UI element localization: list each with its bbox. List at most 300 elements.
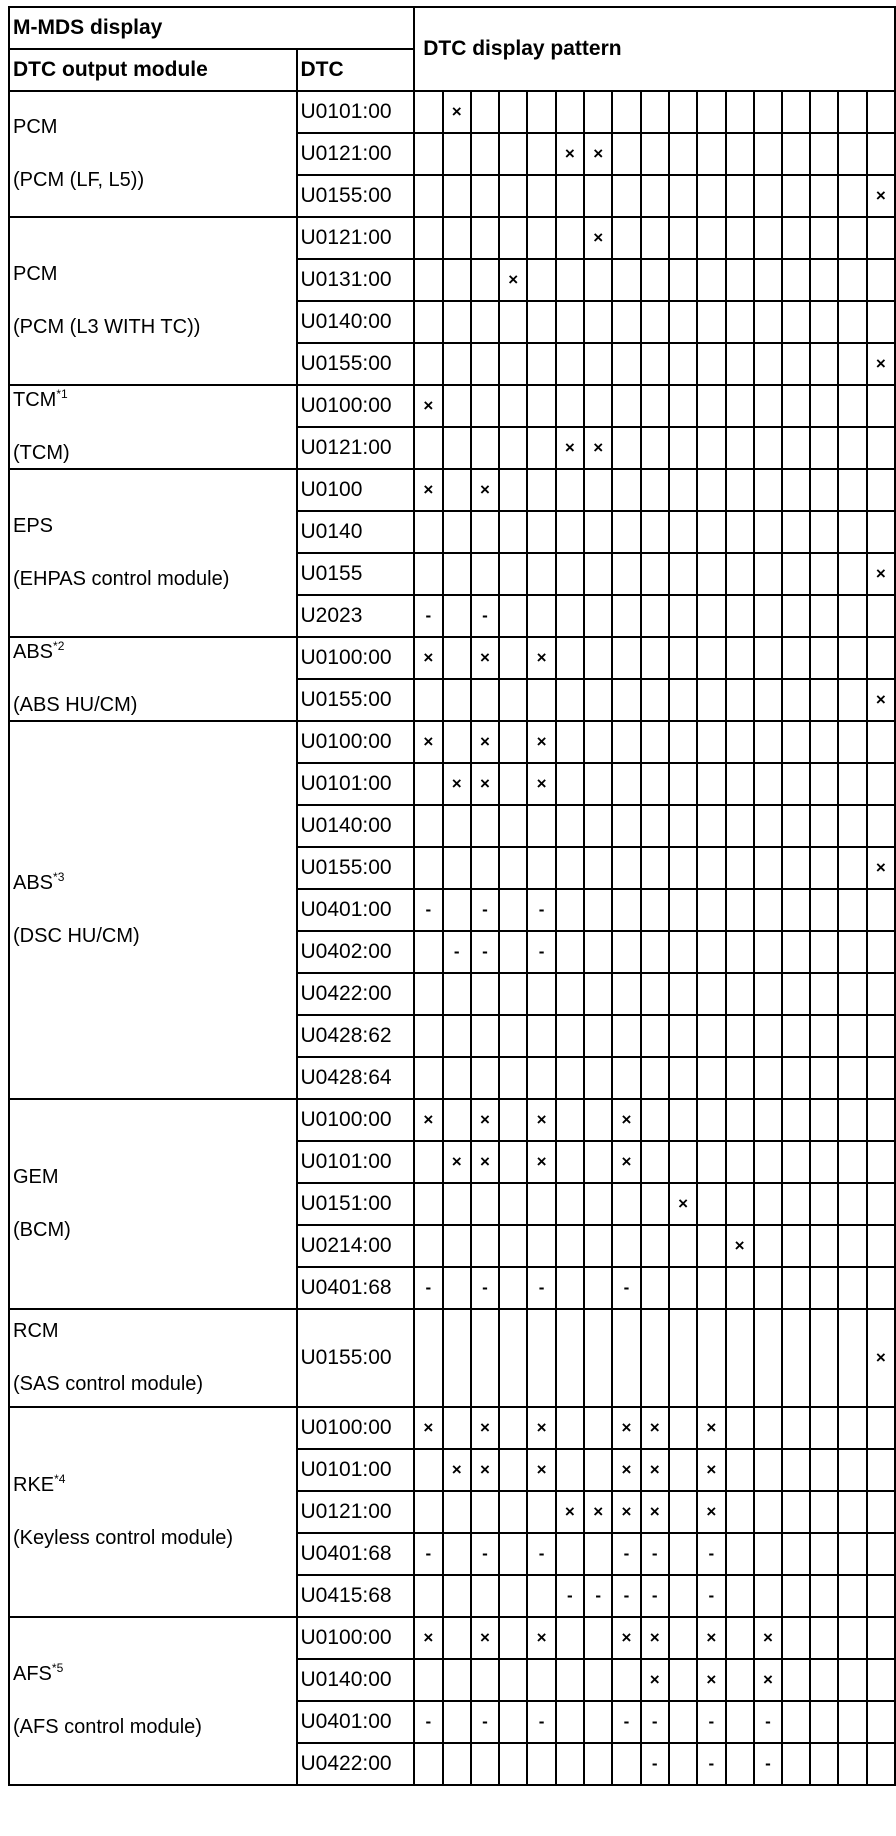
pattern-cell [556, 217, 584, 259]
pattern-cell: × [754, 1617, 782, 1659]
pattern-cell [697, 511, 725, 553]
pattern-cell [782, 343, 810, 385]
pattern-cell [810, 133, 838, 175]
pattern-cell [810, 1659, 838, 1701]
pattern-cell [499, 1617, 527, 1659]
pattern-cell [556, 175, 584, 217]
pattern-cell [669, 1309, 697, 1407]
pattern-cell: × [697, 1407, 725, 1449]
pattern-cell [443, 511, 471, 553]
pattern-cell [499, 427, 527, 469]
pattern-cell: - [471, 1267, 499, 1309]
pattern-cell [726, 175, 754, 217]
pattern-cell [641, 133, 669, 175]
module-cell [9, 385, 297, 469]
pattern-cell [443, 427, 471, 469]
pattern-cell [443, 637, 471, 679]
pattern-cell [838, 133, 866, 175]
pattern-cell [612, 427, 640, 469]
pattern-cell [697, 847, 725, 889]
pattern-cell [697, 889, 725, 931]
pattern-cell [867, 469, 895, 511]
pattern-cell [726, 1309, 754, 1407]
pattern-cell [810, 1015, 838, 1057]
pattern-cell [782, 1407, 810, 1449]
pattern-cell [584, 1407, 612, 1449]
pattern-cell [669, 763, 697, 805]
pattern-cell [556, 1449, 584, 1491]
pattern-cell [754, 469, 782, 511]
pattern-cell [584, 511, 612, 553]
pattern-cell [471, 553, 499, 595]
pattern-cell [726, 931, 754, 973]
header-row-1 [9, 7, 895, 49]
pattern-cell [641, 301, 669, 343]
pattern-cell [527, 427, 555, 469]
pattern-cell: × [867, 553, 895, 595]
pattern-cell [867, 1491, 895, 1533]
dtc-code-cell: U0415:68 [297, 1575, 415, 1617]
pattern-cell [838, 511, 866, 553]
pattern-cell: × [612, 1407, 640, 1449]
dtc-table-container [8, 6, 896, 1786]
dtc-code-cell: U0140:00 [297, 1659, 415, 1701]
pattern-cell [443, 889, 471, 931]
pattern-cell [782, 721, 810, 763]
pattern-cell: × [612, 1491, 640, 1533]
pattern-cell [641, 721, 669, 763]
pattern-cell [726, 1015, 754, 1057]
footnote-marker: *5 [51, 1661, 64, 1675]
pattern-cell [838, 175, 866, 217]
pattern-cell [584, 385, 612, 427]
pattern-cell: - [612, 1575, 640, 1617]
pattern-cell [471, 217, 499, 259]
dtc-code-cell: U0100:00 [297, 637, 415, 679]
pattern-cell [612, 511, 640, 553]
pattern-cell [754, 1015, 782, 1057]
pattern-cell [584, 1267, 612, 1309]
pattern-cell [414, 1183, 442, 1225]
pattern-cell [612, 889, 640, 931]
pattern-cell [669, 385, 697, 427]
pattern-cell [443, 1575, 471, 1617]
pattern-cell [443, 1617, 471, 1659]
pattern-cell: - [754, 1743, 782, 1785]
dtc-code-cell: U0155:00 [297, 847, 415, 889]
pattern-cell [697, 1309, 725, 1407]
pattern-cell [726, 343, 754, 385]
pattern-cell [838, 1225, 866, 1267]
pattern-cell [641, 889, 669, 931]
pattern-cell [527, 301, 555, 343]
pattern-cell [782, 385, 810, 427]
pattern-cell [641, 1057, 669, 1099]
pattern-cell [556, 343, 584, 385]
pattern-cell [527, 973, 555, 1015]
pattern-cell [669, 973, 697, 1015]
pattern-cell: × [471, 721, 499, 763]
dtc-output-module-header: DTC output module [9, 49, 297, 91]
pattern-cell: × [641, 1659, 669, 1701]
pattern-cell [838, 889, 866, 931]
pattern-cell [584, 1743, 612, 1785]
pattern-cell: - [414, 889, 442, 931]
pattern-cell [726, 1141, 754, 1183]
pattern-cell [414, 679, 442, 721]
pattern-cell: × [641, 1407, 669, 1449]
pattern-cell: × [414, 637, 442, 679]
pattern-cell [782, 1659, 810, 1701]
pattern-cell [527, 1743, 555, 1785]
dtc-code-cell: U0155:00 [297, 343, 415, 385]
pattern-cell [471, 1225, 499, 1267]
pattern-cell [471, 91, 499, 133]
dtc-code-cell: U0422:00 [297, 973, 415, 1015]
pattern-cell [726, 1267, 754, 1309]
pattern-cell [527, 91, 555, 133]
dtc-code-cell: U0121:00 [297, 1491, 415, 1533]
pattern-cell [499, 91, 527, 133]
pattern-cell [556, 763, 584, 805]
pattern-cell [641, 511, 669, 553]
pattern-cell [782, 1491, 810, 1533]
pattern-cell [838, 217, 866, 259]
pattern-cell [641, 1183, 669, 1225]
pattern-cell [867, 1225, 895, 1267]
pattern-cell [867, 889, 895, 931]
pattern-cell [499, 1015, 527, 1057]
dtc-code-cell: U0100:00 [297, 1617, 415, 1659]
pattern-cell [810, 931, 838, 973]
pattern-cell [697, 553, 725, 595]
dtc-code-cell: U0428:62 [297, 1015, 415, 1057]
pattern-cell [612, 259, 640, 301]
pattern-cell [556, 1057, 584, 1099]
pattern-cell: - [584, 1575, 612, 1617]
pattern-cell [584, 1659, 612, 1701]
pattern-cell [669, 1267, 697, 1309]
pattern-cell [867, 1701, 895, 1743]
dtc-display-pattern-header: DTC display pattern [414, 7, 895, 91]
pattern-cell [782, 1309, 810, 1407]
pattern-cell [641, 679, 669, 721]
dtc-code-cell: U0100:00 [297, 721, 415, 763]
pattern-cell: - [697, 1575, 725, 1617]
pattern-cell [414, 763, 442, 805]
pattern-cell [612, 385, 640, 427]
pattern-cell [754, 847, 782, 889]
pattern-cell [838, 1099, 866, 1141]
pattern-cell [810, 721, 838, 763]
dtc-code-cell: U0121:00 [297, 217, 415, 259]
pattern-cell [641, 973, 669, 1015]
dtc-code-cell: U0100:00 [297, 1099, 415, 1141]
pattern-cell [443, 259, 471, 301]
pattern-cell [584, 1617, 612, 1659]
pattern-cell [641, 91, 669, 133]
pattern-cell [414, 301, 442, 343]
pattern-cell [754, 427, 782, 469]
dtc-code-cell: U0101:00 [297, 91, 415, 133]
pattern-cell [556, 1701, 584, 1743]
pattern-cell: - [443, 931, 471, 973]
dtc-code-cell: U0100 [297, 469, 415, 511]
pattern-cell [471, 847, 499, 889]
module-name [13, 515, 296, 538]
pattern-cell [556, 931, 584, 973]
pattern-cell [697, 217, 725, 259]
pattern-cell [414, 1057, 442, 1099]
pattern-cell [612, 805, 640, 847]
pattern-cell [669, 1617, 697, 1659]
pattern-cell [726, 385, 754, 427]
pattern-cell [641, 217, 669, 259]
pattern-cell: × [641, 1617, 669, 1659]
pattern-cell [584, 1449, 612, 1491]
pattern-cell [527, 385, 555, 427]
pattern-cell [754, 931, 782, 973]
module-name-text: GEM [13, 1166, 59, 1188]
pattern-cell [443, 1407, 471, 1449]
pattern-cell [726, 973, 754, 1015]
module-name-text: EPS [13, 515, 54, 537]
pattern-cell [499, 1659, 527, 1701]
pattern-cell [782, 595, 810, 637]
pattern-cell [867, 1743, 895, 1785]
pattern-cell [810, 553, 838, 595]
pattern-cell [443, 217, 471, 259]
pattern-cell [669, 805, 697, 847]
pattern-cell [556, 1533, 584, 1575]
pattern-cell [499, 595, 527, 637]
pattern-cell [414, 1491, 442, 1533]
pattern-cell: × [527, 1617, 555, 1659]
pattern-cell [697, 931, 725, 973]
pattern-cell [527, 595, 555, 637]
pattern-cell [726, 511, 754, 553]
pattern-cell [838, 721, 866, 763]
pattern-cell [669, 1743, 697, 1785]
pattern-cell [697, 1141, 725, 1183]
pattern-cell [556, 511, 584, 553]
pattern-cell [669, 1533, 697, 1575]
pattern-cell: - [556, 1575, 584, 1617]
pattern-cell [810, 343, 838, 385]
pattern-cell [754, 511, 782, 553]
pattern-cell [810, 1449, 838, 1491]
pattern-cell [414, 1225, 442, 1267]
pattern-cell: × [471, 1617, 499, 1659]
pattern-cell: × [471, 1141, 499, 1183]
pattern-cell [726, 553, 754, 595]
pattern-cell [556, 595, 584, 637]
pattern-cell [810, 1141, 838, 1183]
pattern-cell [669, 637, 697, 679]
pattern-cell [612, 469, 640, 511]
module-description: (BCM) [13, 1219, 71, 1241]
pattern-cell [499, 1141, 527, 1183]
pattern-cell [443, 1225, 471, 1267]
pattern-cell [810, 385, 838, 427]
pattern-cell [754, 217, 782, 259]
pattern-cell [810, 595, 838, 637]
dtc-header: DTC [297, 49, 415, 91]
pattern-cell [584, 595, 612, 637]
module-name [13, 263, 296, 286]
pattern-cell: × [556, 1491, 584, 1533]
pattern-cell [443, 1183, 471, 1225]
pattern-cell [782, 1183, 810, 1225]
pattern-cell [782, 1701, 810, 1743]
pattern-cell [414, 1743, 442, 1785]
pattern-cell [726, 763, 754, 805]
pattern-cell [838, 1267, 866, 1309]
pattern-cell [754, 1491, 782, 1533]
pattern-cell [754, 259, 782, 301]
dtc-code-cell: U0155:00 [297, 679, 415, 721]
pattern-cell [499, 1449, 527, 1491]
pattern-cell [612, 847, 640, 889]
pattern-cell: × [612, 1141, 640, 1183]
pattern-cell [810, 847, 838, 889]
pattern-cell [443, 679, 471, 721]
pattern-cell: × [471, 1407, 499, 1449]
pattern-cell [669, 91, 697, 133]
pattern-cell: × [556, 133, 584, 175]
pattern-cell [867, 301, 895, 343]
module-name-text: ABS [13, 872, 54, 894]
pattern-cell: - [527, 1267, 555, 1309]
pattern-cell [669, 175, 697, 217]
module-cell [9, 1309, 297, 1407]
pattern-cell [414, 175, 442, 217]
pattern-cell [556, 385, 584, 427]
module-name-text: PCM [13, 116, 58, 138]
pattern-cell [612, 637, 640, 679]
mmds-display-header: M-MDS display [9, 7, 414, 49]
pattern-cell [838, 847, 866, 889]
pattern-cell [584, 1015, 612, 1057]
pattern-cell [641, 343, 669, 385]
pattern-cell [782, 805, 810, 847]
pattern-cell [810, 301, 838, 343]
pattern-cell [867, 385, 895, 427]
pattern-cell [669, 1491, 697, 1533]
pattern-cell: - [612, 1701, 640, 1743]
pattern-cell [810, 259, 838, 301]
pattern-cell: × [584, 133, 612, 175]
pattern-cell [838, 1183, 866, 1225]
pattern-cell [499, 1743, 527, 1785]
pattern-cell [726, 721, 754, 763]
module-name [13, 641, 296, 664]
pattern-cell [499, 1225, 527, 1267]
pattern-cell [612, 1659, 640, 1701]
pattern-cell [556, 1141, 584, 1183]
pattern-cell [471, 1015, 499, 1057]
pattern-cell [556, 1743, 584, 1785]
pattern-cell [499, 217, 527, 259]
pattern-cell [556, 91, 584, 133]
pattern-cell [499, 679, 527, 721]
pattern-cell [669, 553, 697, 595]
dtc-code-cell: U0101:00 [297, 763, 415, 805]
pattern-cell [838, 1449, 866, 1491]
pattern-cell [584, 259, 612, 301]
pattern-cell [726, 1575, 754, 1617]
pattern-cell [414, 91, 442, 133]
pattern-cell [867, 217, 895, 259]
pattern-cell [838, 1701, 866, 1743]
pattern-cell [414, 1141, 442, 1183]
pattern-cell [527, 469, 555, 511]
pattern-cell [838, 1015, 866, 1057]
pattern-cell [527, 175, 555, 217]
pattern-cell: × [697, 1659, 725, 1701]
pattern-cell [867, 427, 895, 469]
table-row [9, 385, 895, 427]
pattern-cell [499, 805, 527, 847]
pattern-cell: - [471, 931, 499, 973]
pattern-cell [556, 721, 584, 763]
pattern-cell [782, 679, 810, 721]
pattern-cell [612, 679, 640, 721]
pattern-cell [527, 1659, 555, 1701]
pattern-cell [556, 889, 584, 931]
pattern-cell [499, 511, 527, 553]
pattern-cell [584, 973, 612, 1015]
pattern-cell [471, 973, 499, 1015]
pattern-cell [754, 91, 782, 133]
pattern-cell [527, 679, 555, 721]
pattern-cell [697, 973, 725, 1015]
pattern-cell [726, 889, 754, 931]
pattern-cell [726, 91, 754, 133]
pattern-cell [641, 1015, 669, 1057]
pattern-cell: × [556, 427, 584, 469]
pattern-cell [499, 973, 527, 1015]
pattern-cell [527, 1309, 555, 1407]
pattern-cell [584, 721, 612, 763]
pattern-cell [443, 1099, 471, 1141]
pattern-cell [641, 259, 669, 301]
pattern-cell [527, 805, 555, 847]
pattern-cell [754, 175, 782, 217]
pattern-cell [612, 973, 640, 1015]
pattern-cell [867, 637, 895, 679]
pattern-cell [867, 91, 895, 133]
pattern-cell [471, 805, 499, 847]
pattern-cell: × [414, 385, 442, 427]
pattern-cell: - [641, 1743, 669, 1785]
pattern-cell [810, 427, 838, 469]
pattern-cell [697, 1183, 725, 1225]
pattern-cell [612, 91, 640, 133]
pattern-cell [414, 343, 442, 385]
pattern-cell [499, 721, 527, 763]
pattern-cell: - [641, 1575, 669, 1617]
pattern-cell [669, 679, 697, 721]
pattern-cell [697, 721, 725, 763]
pattern-cell [612, 1743, 640, 1785]
pattern-cell [726, 595, 754, 637]
pattern-cell [782, 637, 810, 679]
pattern-cell [697, 259, 725, 301]
pattern-cell [641, 1267, 669, 1309]
pattern-cell: × [527, 763, 555, 805]
pattern-cell [754, 973, 782, 1015]
